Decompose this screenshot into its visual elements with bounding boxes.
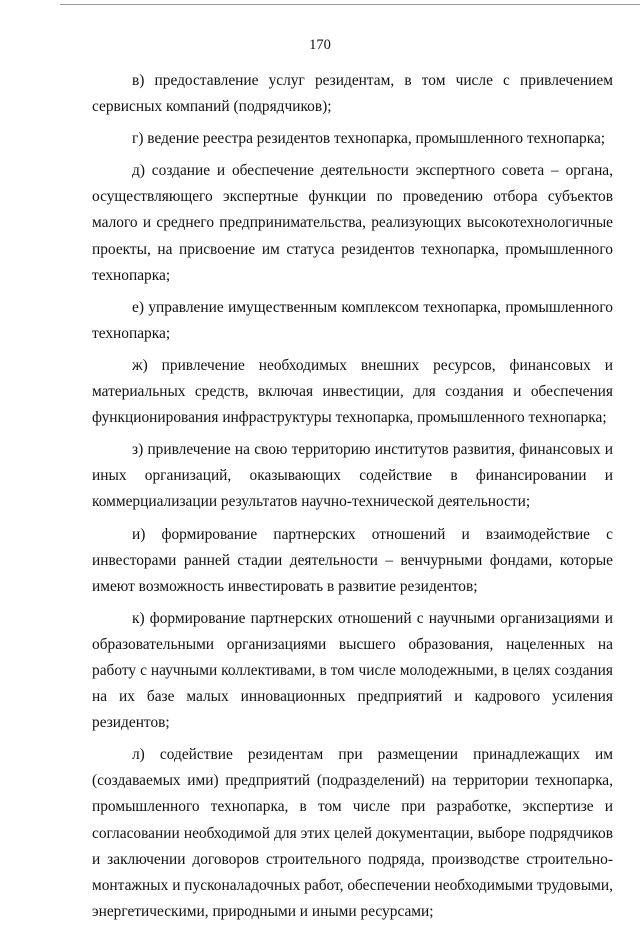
paragraph-zh: ж) привлечение необходимых внешних ресурсов, финансовых и материальных средств, включая инвестиции, для создания и обеспечения функционирования инфраструктуры технопарка, промышленного технопарка; — [92, 356, 613, 427]
paragraph-z: з) привлечение на свою территорию институтов развития, финансовых и иных организаций, оказывающих содействие в финансировании и коммерциализации результатов научно-технической деятельности; — [92, 441, 613, 511]
paragraph-e: е) управление имущественным комплексом технопарка, промышленного технопарка; — [92, 298, 613, 342]
scan-top-edge-line — [60, 4, 640, 5]
paragraph-k: к) формирование партнерских отношений с научными организациями и образовательными организациями высшего образования, нацеленных на работу с научными коллективами, в том числе молодежными, в целях создания на их базе малых инновационных предприятий и кадрового усиления резидентов; — [92, 609, 613, 732]
paragraph-d: д) создание и обеспечение деятельности экспертного совета – органа, осуществляющего экспертные функции по проведению отбора субъектов малого и среднего предпринимательства, реализующих высокотехнологичные проекты, на присвоение им статуса резидентов технопарка, промышленного технопарка; — [92, 162, 613, 284]
paragraph-i: и) формирование партнерских отношений и взаимодействие с инвесторами ранней стадии деятельности – венчурными фондами, которые имеют возможность инвестировать в развитие резидентов; — [92, 525, 613, 595]
document-body — [92, 68, 613, 931]
page-number: 170 — [309, 37, 331, 53]
paragraph-g: г) ведение реестра резидентов технопарка, промышленного технопарка; — [132, 130, 606, 148]
paragraph-v: в) предоставление услуг резидентам, в том числе с привлечением сервисных компаний (подрядчиков); — [92, 72, 613, 116]
paragraph-l: л) содействие резидентам при размещении принадлежащих им (создаваемых ими) предприятий (подразделений) на территории технопарка, промышленного технопарка, в том числе при разработке, экспертизе и согласовании необходимой для этих целей документации, выборе подрядчиков и заключении договоров строительного подряда, производстве строительно-монтажных и пусконаладочных работ, обеспечении необходимыми трудовыми, энергетическими, природными и иными ресурсами; — [92, 746, 613, 920]
